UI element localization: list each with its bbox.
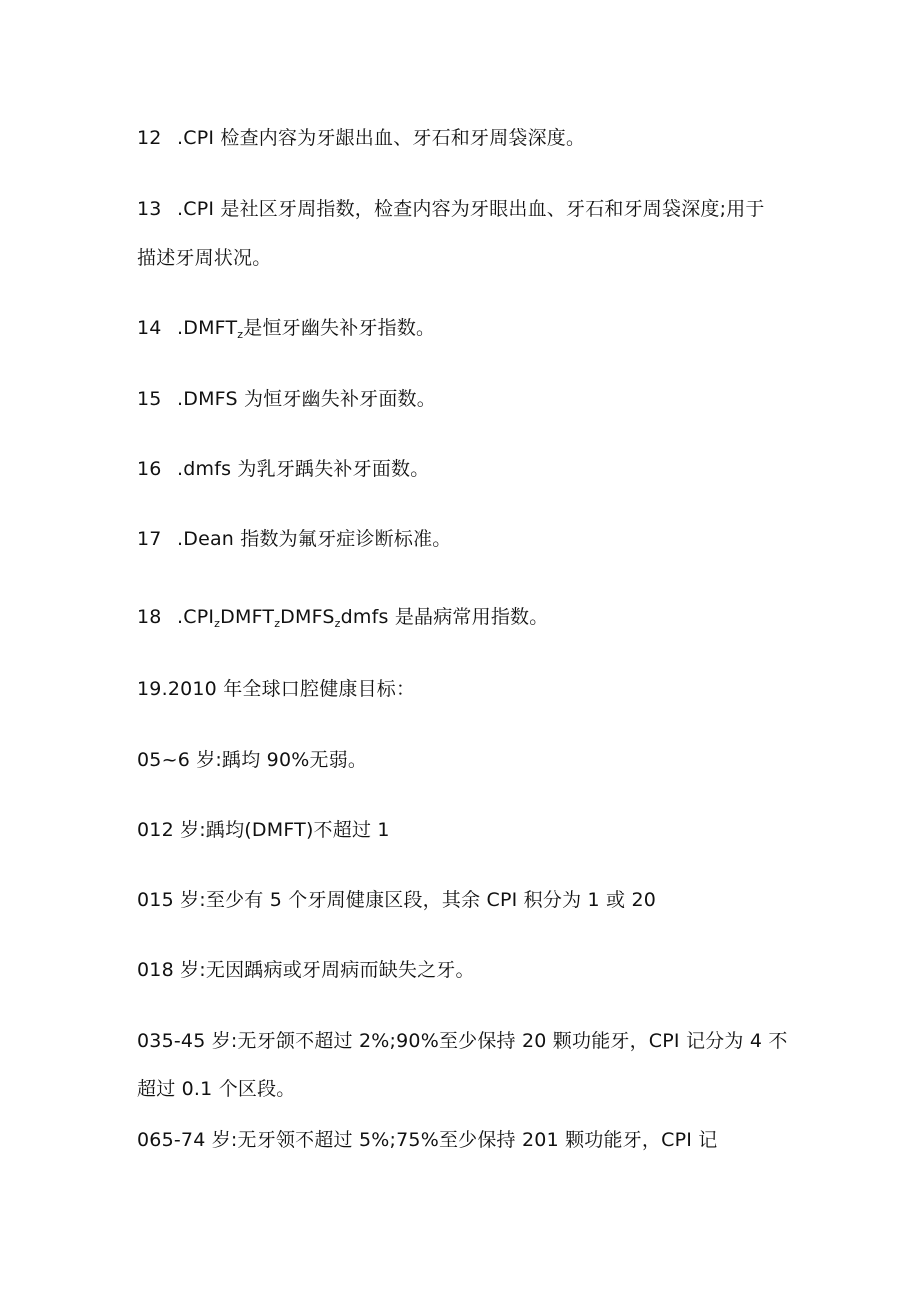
- item-text-continuation: 描述牙周状况。: [137, 247, 272, 269]
- item-17: [137, 527, 452, 551]
- item-number: 16: [137, 458, 162, 480]
- item-text-part: .CPI: [177, 606, 215, 628]
- goals-heading-text: 19.2010 年全球口腔健康目标：: [137, 678, 416, 700]
- goal-text: 05~6 岁:踽均 90%无弱。: [137, 749, 368, 771]
- goal-line: [137, 818, 390, 842]
- subscript: z: [274, 617, 281, 630]
- goal-text: 012 岁:踽均(DMFT)不超过 1: [137, 819, 390, 841]
- goal-text: 018 岁:无因踽病或牙周病而缺失之牙。: [137, 959, 475, 981]
- item-text: .CPI 是社区牙周指数，检查内容为牙眼出血、牙石和牙周袋深度;用于: [177, 198, 765, 220]
- item-text: .CPI 检查内容为牙龈出血、牙石和牙周袋深度。: [177, 127, 586, 149]
- item-text: .DMFS 为恒牙幽失补牙面数。: [177, 388, 436, 410]
- item-number: 13: [137, 198, 162, 220]
- goal-text: 035-45 岁:无牙颌不超过 2%;90%至少保持 20 颗功能牙，CPI 记分为 4 不: [137, 1030, 788, 1052]
- goal-text: 超过 0.1 个区段。: [137, 1078, 296, 1100]
- subscript: z: [334, 617, 341, 630]
- item-16: [137, 457, 429, 481]
- item-12: [137, 126, 585, 150]
- goal-line: [137, 1128, 717, 1152]
- item-15: [137, 387, 436, 411]
- item-13-continuation: [137, 246, 271, 270]
- item-number: 14: [137, 317, 162, 339]
- item-number: 17: [137, 528, 162, 550]
- goal-line: [137, 958, 475, 982]
- item-text-part: DMFS: [280, 606, 335, 628]
- goal-line: [137, 888, 656, 912]
- goal-line: [137, 748, 367, 772]
- item-text-part: 是恒牙幽失补牙指数。: [243, 317, 436, 339]
- goal-line: [137, 1077, 296, 1101]
- goal-text: 065-74 岁:无牙领不超过 5%;75%至少保持 201 颗功能牙，CPI 记: [137, 1129, 718, 1151]
- item-text-part: .DMFT: [177, 317, 238, 339]
- item-number: 18: [137, 606, 162, 628]
- item-text-part: DMFT: [220, 606, 275, 628]
- item-text-part: dmfs 是晶病常用指数。: [340, 606, 549, 628]
- subscript: z: [237, 328, 244, 341]
- item-text: .Dean 指数为氟牙症诊断标准。: [177, 528, 452, 550]
- item-14: [137, 316, 435, 347]
- item-text: .dmfs 为乳牙踽失补牙面数。: [177, 458, 430, 480]
- goal-line: [137, 1029, 788, 1053]
- item-13: [137, 197, 765, 221]
- goals-heading: [137, 677, 415, 701]
- item-number: 12: [137, 127, 162, 149]
- goal-text: 015 岁:至少有 5 个牙周健康区段，其余 CPI 积分为 1 或 20: [137, 889, 657, 911]
- item-number: 15: [137, 388, 162, 410]
- subscript: z: [214, 617, 221, 630]
- item-18: [137, 605, 548, 636]
